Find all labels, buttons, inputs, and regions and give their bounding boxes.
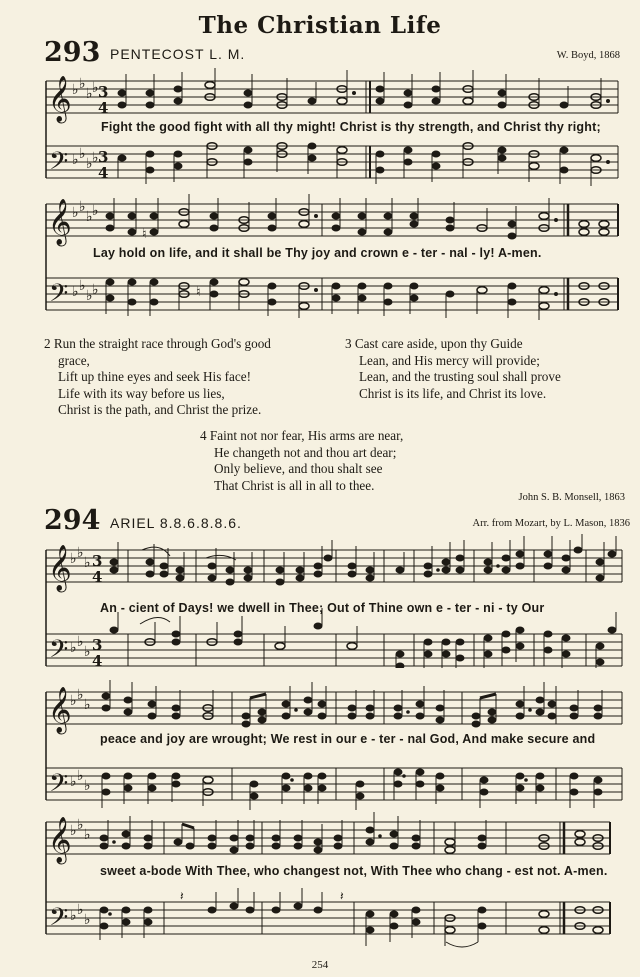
hymn-294-system-1 — [0, 528, 640, 668]
hymn-294-lyrics-line-3: sweet a-bode With Thee, who changest not, With Thee who chang - est not. A-men. — [100, 864, 608, 878]
svg-text:♭: ♭ — [86, 288, 93, 304]
svg-text:♭: ♭ — [86, 209, 93, 225]
hymn-293-author: John S. B. Monsell, 1863 — [518, 492, 625, 503]
svg-text:♭: ♭ — [72, 284, 79, 300]
svg-text:♭: ♭ — [79, 278, 86, 294]
bass-clef-icon: 𝄢 — [49, 147, 69, 182]
hymn-293-lyrics-line-2: Lay hold on life, and it shall be Thy joy and crown e - ter - nal - ly! A-men. — [93, 246, 542, 260]
svg-text:𝄢: 𝄢 — [49, 903, 69, 938]
hymn-294-number: 294 — [44, 505, 101, 536]
hymn-293-composer: W. Boyd, 1868 — [556, 50, 620, 61]
hymn-293-stanza-2 — [44, 336, 271, 419]
svg-text:♭: ♭ — [77, 902, 84, 918]
svg-text:♭: ♭ — [77, 687, 84, 703]
svg-text:♭: ♭ — [70, 640, 77, 656]
stanza-line: He changeth not and thou art dear; — [214, 444, 397, 460]
stanza-line: Lean, and His mercy will provide; — [359, 352, 540, 368]
svg-text:♭: ♭ — [86, 156, 93, 172]
treble-clef-icon: 𝄞 — [48, 76, 72, 122]
svg-text:3: 3 — [92, 636, 103, 654]
svg-text:3: 3 — [98, 148, 109, 166]
svg-text:4: 4 — [98, 99, 109, 117]
hymn-293-number: 293 — [44, 37, 101, 68]
svg-text:♭: ♭ — [77, 545, 84, 561]
svg-text:𝄽: 𝄽 — [180, 889, 184, 903]
svg-text:4: 4 — [98, 164, 109, 182]
svg-text:♭: ♭ — [92, 203, 99, 219]
svg-text:♭: ♭ — [84, 778, 91, 794]
hymn-294-lyrics-line-1: An - cient of Days! we dwell in Thee; Out of Thine own e - ter - ni - ty Our — [100, 601, 545, 615]
svg-text:3: 3 — [98, 83, 109, 101]
stanza-line: Christ is the path, and Christ the prize. — [58, 402, 262, 418]
svg-text:♭: ♭ — [70, 551, 77, 567]
stanza-line: Life with its way before us lies, — [58, 385, 225, 401]
svg-text:♭: ♭ — [70, 774, 77, 790]
page-number: 254 — [311, 959, 329, 971]
stanza-line: Only believe, and thou shalt see — [214, 461, 383, 477]
hymn-294-lyrics-line-2: peace and joy are wrought; We rest in our e - ter - nal God, And make secure and — [100, 732, 596, 746]
svg-text:♭: ♭ — [92, 150, 99, 166]
svg-text:♭: ♭ — [72, 205, 79, 221]
svg-text:♭: ♭ — [70, 823, 77, 839]
hymn-294-system-3 — [0, 810, 640, 958]
svg-text:♭: ♭ — [79, 76, 86, 92]
svg-text:𝄢: 𝄢 — [49, 769, 69, 804]
svg-text:♭: ♭ — [92, 80, 99, 96]
svg-text:𝄢: 𝄢 — [49, 635, 69, 668]
svg-text:♭: ♭ — [70, 908, 77, 924]
svg-text:♭: ♭ — [77, 817, 84, 833]
hymn-293-tune-name: PENTECOST L. M. — [110, 46, 246, 62]
svg-text:♭: ♭ — [86, 86, 93, 102]
svg-text:𝄞: 𝄞 — [48, 545, 72, 591]
svg-text:4: 4 — [92, 652, 103, 668]
stanza-line: Lean, and the trusting soul shall prove — [359, 369, 561, 385]
svg-text:♭: ♭ — [77, 768, 84, 784]
hymn-293-lyrics-line-1: Fight the good fight with all thy might! Christ is thy strength, and Christ thy right; — [101, 120, 601, 134]
stanza-line: Christ is its life, and Christ its love. — [359, 385, 547, 401]
svg-text:♭: ♭ — [84, 827, 91, 843]
hymn-293-stanza-3 — [345, 336, 561, 402]
svg-text:3: 3 — [92, 552, 103, 570]
hymn-294-composer: Arr. from Mozart, by L. Mason, 1836 — [472, 518, 630, 529]
hymn-294-tune-name: ARIEL 8.8.6.8.8.6. — [110, 515, 242, 531]
stanza-line: grace, — [58, 352, 90, 368]
svg-text:♭: ♭ — [77, 634, 84, 650]
svg-text:♭: ♭ — [84, 555, 91, 571]
svg-text:4: 4 — [92, 568, 103, 586]
stanza-line: That Christ is all in all to thee. — [214, 477, 375, 493]
svg-text:♭: ♭ — [79, 146, 86, 162]
svg-text:♭: ♭ — [70, 693, 77, 709]
svg-text:𝄞: 𝄞 — [48, 199, 72, 245]
svg-text:♭: ♭ — [92, 282, 99, 298]
svg-text:𝄢: 𝄢 — [49, 279, 69, 314]
stanza-line: Lift up thine eyes and seek His face! — [58, 369, 251, 385]
hymn-293-stanza-4 — [200, 428, 403, 494]
stanza-line: 2 Run the straight race through God's good — [44, 336, 271, 351]
svg-text:♭: ♭ — [84, 912, 91, 928]
svg-text:𝄽: 𝄽 — [340, 889, 344, 903]
svg-text:♭: ♭ — [72, 152, 79, 168]
svg-text:♮: ♮ — [142, 227, 147, 242]
svg-text:♭: ♭ — [84, 644, 91, 660]
svg-text:𝄞: 𝄞 — [48, 817, 72, 863]
stanza-line: 3 Cast care aside, upon thy Guide — [345, 336, 523, 351]
stanza-line: 4 Faint not nor fear, His arms are near, — [200, 428, 404, 443]
page-heading: The Christian Life — [198, 12, 442, 39]
svg-text:♭: ♭ — [72, 82, 79, 98]
svg-text:♮: ♮ — [196, 285, 201, 300]
svg-text:𝄞: 𝄞 — [48, 687, 72, 733]
svg-text:♭: ♭ — [79, 199, 86, 215]
svg-text:♭: ♭ — [84, 697, 91, 713]
